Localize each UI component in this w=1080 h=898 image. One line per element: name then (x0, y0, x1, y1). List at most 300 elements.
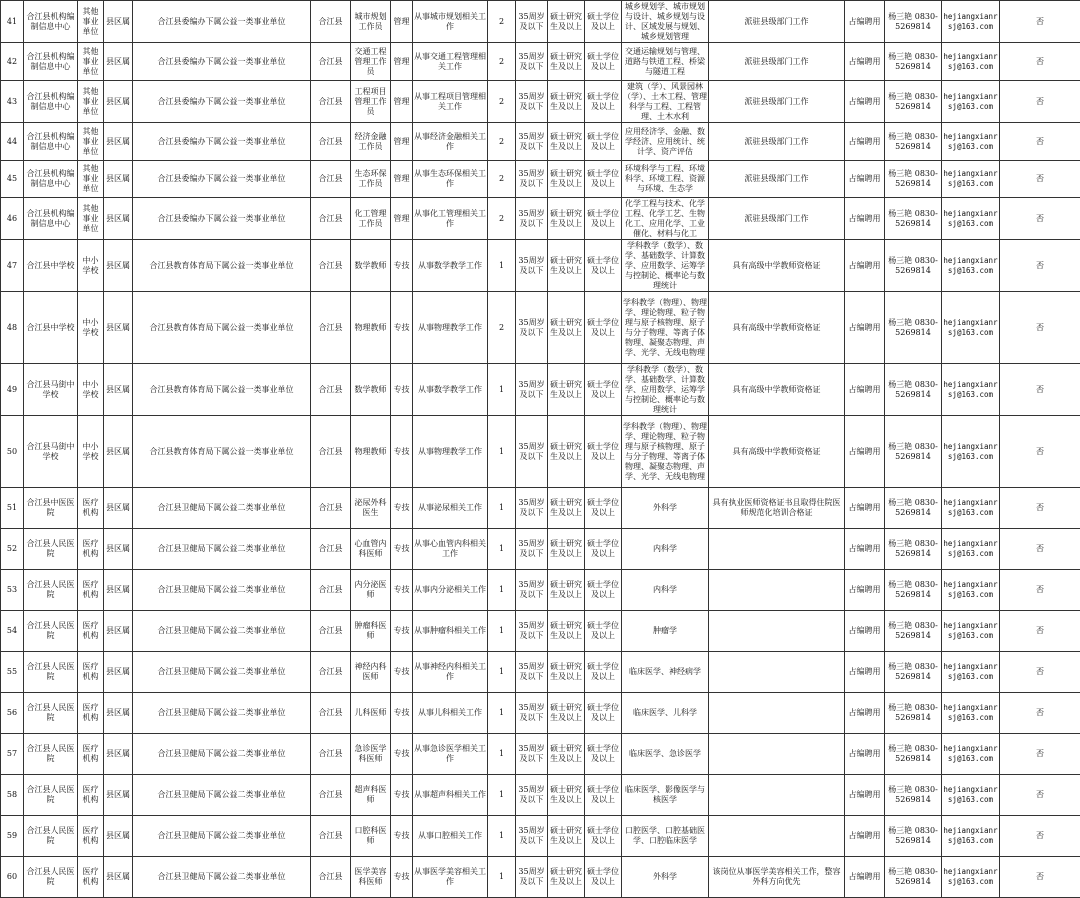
cell-email: hejiangxianrsj@163.com (942, 652, 1000, 693)
cell-edu: 硕士研究生及以上 (548, 43, 585, 81)
cell-major: 内科学 (622, 529, 709, 570)
cell-no: 52 (1, 529, 24, 570)
cell-org: 合江县机构编制信息中心 (24, 43, 78, 81)
cell-cat: 专技 (391, 775, 413, 816)
table-row (1, 611, 1080, 652)
cell-area: 合江县 (311, 652, 351, 693)
cell-major: 口腔医学、口腔基础医学、口腔临床医学 (622, 816, 709, 857)
cell-post: 急诊医学科医师 (351, 734, 391, 775)
cell-edu: 硕士研究生及以上 (548, 161, 585, 198)
cell-email: hejiangxianrsj@163.com (942, 198, 1000, 240)
cell-extra: 否 (1000, 652, 1080, 693)
cell-major: 外科学 (622, 488, 709, 529)
cell-edu: 硕士研究生及以上 (548, 1, 585, 43)
cell-contact: 杨三艳 0830-5269814 (885, 81, 942, 123)
cell-no: 51 (1, 488, 24, 529)
table-row (1, 529, 1080, 570)
cell-num: 1 (488, 775, 516, 816)
cell-cat: 专技 (391, 611, 413, 652)
cell-no: 43 (1, 81, 24, 123)
cell-age: 35周岁及以下 (516, 734, 548, 775)
cell-contact: 杨三艳 0830-5269814 (885, 364, 942, 416)
cell-email: hejiangxianrsj@163.com (942, 857, 1000, 898)
cell-form: 占编聘用 (845, 81, 885, 123)
cell-post: 医学美容科医师 (351, 857, 391, 898)
cell-form: 占编聘用 (845, 123, 885, 161)
cell-form: 占编聘用 (845, 570, 885, 611)
cell-level: 县区属 (104, 570, 133, 611)
cell-cat: 专技 (391, 488, 413, 529)
cell-age: 35周岁及以下 (516, 693, 548, 734)
cell-duty: 从事交通工程管理相关工作 (413, 43, 488, 81)
cell-no: 42 (1, 43, 24, 81)
cell-extra: 否 (1000, 857, 1080, 898)
cell-contact: 杨三艳 0830-5269814 (885, 123, 942, 161)
cell-level: 县区属 (104, 240, 133, 292)
cell-email: hejiangxianrsj@163.com (942, 240, 1000, 292)
cell-degree: 硕士学位及以上 (585, 364, 622, 416)
cell-edu: 硕士研究生及以上 (548, 857, 585, 898)
cell-edu: 硕士研究生及以上 (548, 81, 585, 123)
cell-no: 60 (1, 857, 24, 898)
cell-area: 合江县 (311, 240, 351, 292)
cell-post: 经济金融工作员 (351, 123, 391, 161)
cell-dept: 合江县卫健局下属公益二类事业单位 (133, 734, 311, 775)
cell-email: hejiangxianrsj@163.com (942, 816, 1000, 857)
cell-no: 49 (1, 364, 24, 416)
cell-type: 医疗机构 (78, 734, 104, 775)
cell-type: 其他事业单位 (78, 123, 104, 161)
cell-age: 35周岁及以下 (516, 43, 548, 81)
cell-contact: 杨三艳 0830-5269814 (885, 775, 942, 816)
table-row (1, 570, 1080, 611)
cell-age: 35周岁及以下 (516, 240, 548, 292)
cell-age: 35周岁及以下 (516, 857, 548, 898)
cell-type: 医疗机构 (78, 652, 104, 693)
cell-post: 工程项目管理工作员 (351, 81, 391, 123)
cell-extra: 否 (1000, 775, 1080, 816)
cell-degree: 硕士学位及以上 (585, 416, 622, 488)
cell-org: 合江县马街中学校 (24, 364, 78, 416)
table-row (1, 693, 1080, 734)
cell-org: 合江县机构编制信息中心 (24, 1, 78, 43)
cell-dept: 合江县卫健局下属公益二类事业单位 (133, 488, 311, 529)
cell-email: hejiangxianrsj@163.com (942, 734, 1000, 775)
cell-post: 肿瘤科医师 (351, 611, 391, 652)
cell-dept: 合江县卫健局下属公益二类事业单位 (133, 652, 311, 693)
cell-type: 其他事业单位 (78, 43, 104, 81)
cell-edu: 硕士研究生及以上 (548, 123, 585, 161)
cell-level: 县区属 (104, 611, 133, 652)
cell-dept: 合江县卫健局下属公益二类事业单位 (133, 611, 311, 652)
table-row (1, 734, 1080, 775)
cell-duty: 从事口腔相关工作 (413, 816, 488, 857)
cell-email: hejiangxianrsj@163.com (942, 488, 1000, 529)
cell-level: 县区属 (104, 816, 133, 857)
cell-contact: 杨三艳 0830-5269814 (885, 43, 942, 81)
cell-degree: 硕士学位及以上 (585, 775, 622, 816)
cell-contact: 杨三艳 0830-5269814 (885, 652, 942, 693)
cell-org: 合江县人民医院 (24, 816, 78, 857)
cell-email: hejiangxianrsj@163.com (942, 570, 1000, 611)
cell-cat: 专技 (391, 652, 413, 693)
cell-type: 其他事业单位 (78, 81, 104, 123)
cell-no: 57 (1, 734, 24, 775)
cell-degree: 硕士学位及以上 (585, 570, 622, 611)
cell-email: hejiangxianrsj@163.com (942, 292, 1000, 364)
cell-major: 环境科学与工程、环境科学、环境工程、资源与环境、生态学 (622, 161, 709, 198)
cell-form: 占编聘用 (845, 1, 885, 43)
cell-dept: 合江县委编办下属公益一类事业单位 (133, 198, 311, 240)
cell-num: 1 (488, 693, 516, 734)
cell-org: 合江县机构编制信息中心 (24, 161, 78, 198)
cell-degree: 硕士学位及以上 (585, 43, 622, 81)
cell-org: 合江县机构编制信息中心 (24, 123, 78, 161)
cell-other (709, 734, 845, 775)
cell-contact: 杨三艳 0830-5269814 (885, 816, 942, 857)
cell-edu: 硕士研究生及以上 (548, 198, 585, 240)
cell-org: 合江县人民医院 (24, 857, 78, 898)
table-row (1, 123, 1080, 161)
cell-extra: 否 (1000, 416, 1080, 488)
cell-major: 肿瘤学 (622, 611, 709, 652)
table-row (1, 292, 1080, 364)
cell-extra: 否 (1000, 161, 1080, 198)
cell-major: 城乡规划学、城市规划与设计、城乡规划与设计、区域发展与规划、城乡规划管理 (622, 1, 709, 43)
cell-dept: 合江县委编办下属公益一类事业单位 (133, 123, 311, 161)
cell-no: 48 (1, 292, 24, 364)
cell-cat: 专技 (391, 240, 413, 292)
cell-extra: 否 (1000, 123, 1080, 161)
cell-cat: 管理 (391, 81, 413, 123)
cell-extra: 否 (1000, 488, 1080, 529)
cell-major: 化学工程与技术、化学工程、化学工艺、生物化工、应用化学、工业催化、材料与化工 (622, 198, 709, 240)
cell-no: 46 (1, 198, 24, 240)
cell-email: hejiangxianrsj@163.com (942, 775, 1000, 816)
cell-level: 县区属 (104, 775, 133, 816)
cell-post: 交通工程管理工作员 (351, 43, 391, 81)
cell-no: 59 (1, 816, 24, 857)
table-row (1, 364, 1080, 416)
cell-cat: 专技 (391, 416, 413, 488)
cell-form: 占编聘用 (845, 693, 885, 734)
cell-num: 1 (488, 570, 516, 611)
cell-age: 35周岁及以下 (516, 570, 548, 611)
cell-other: 派驻县级部门工作 (709, 43, 845, 81)
cell-cat: 管理 (391, 1, 413, 43)
cell-degree: 硕士学位及以上 (585, 611, 622, 652)
cell-post: 数学教师 (351, 364, 391, 416)
cell-major: 临床医学、神经病学 (622, 652, 709, 693)
cell-num: 1 (488, 611, 516, 652)
cell-area: 合江县 (311, 488, 351, 529)
cell-dept: 合江县卫健局下属公益二类事业单位 (133, 693, 311, 734)
cell-extra: 否 (1000, 611, 1080, 652)
cell-email: hejiangxianrsj@163.com (942, 611, 1000, 652)
cell-contact: 杨三艳 0830-5269814 (885, 161, 942, 198)
cell-type: 其他事业单位 (78, 161, 104, 198)
cell-area: 合江县 (311, 857, 351, 898)
cell-num: 1 (488, 734, 516, 775)
cell-email: hejiangxianrsj@163.com (942, 81, 1000, 123)
cell-cat: 管理 (391, 198, 413, 240)
cell-area: 合江县 (311, 43, 351, 81)
cell-post: 超声科医师 (351, 775, 391, 816)
cell-org: 合江县马街中学校 (24, 416, 78, 488)
cell-degree: 硕士学位及以上 (585, 1, 622, 43)
cell-age: 35周岁及以下 (516, 364, 548, 416)
cell-extra: 否 (1000, 570, 1080, 611)
cell-org: 合江县中医医院 (24, 488, 78, 529)
cell-contact: 杨三艳 0830-5269814 (885, 611, 942, 652)
cell-contact: 杨三艳 0830-5269814 (885, 416, 942, 488)
cell-degree: 硕士学位及以上 (585, 292, 622, 364)
cell-area: 合江县 (311, 198, 351, 240)
cell-major: 交通运输规划与管理、道路与铁道工程、桥梁与隧道工程 (622, 43, 709, 81)
cell-post: 城市规划工作员 (351, 1, 391, 43)
cell-age: 35周岁及以下 (516, 198, 548, 240)
cell-major: 应用经济学、金融、数学经济、应用统计、统计学、资产评估 (622, 123, 709, 161)
cell-duty: 从事内分泌相关工作 (413, 570, 488, 611)
cell-duty: 从事神经内科相关工作 (413, 652, 488, 693)
cell-duty: 从事心血管内科相关工作 (413, 529, 488, 570)
table-row (1, 43, 1080, 81)
table-row (1, 652, 1080, 693)
cell-level: 县区属 (104, 81, 133, 123)
cell-no: 54 (1, 611, 24, 652)
cell-edu: 硕士研究生及以上 (548, 529, 585, 570)
cell-form: 占编聘用 (845, 161, 885, 198)
cell-level: 县区属 (104, 652, 133, 693)
cell-duty: 从事急诊医学相关工作 (413, 734, 488, 775)
cell-type: 医疗机构 (78, 488, 104, 529)
cell-type: 中小学校 (78, 364, 104, 416)
cell-form: 占编聘用 (845, 416, 885, 488)
cell-form: 占编聘用 (845, 857, 885, 898)
cell-dept: 合江县委编办下属公益一类事业单位 (133, 161, 311, 198)
cell-contact: 杨三艳 0830-5269814 (885, 1, 942, 43)
cell-extra: 否 (1000, 43, 1080, 81)
cell-org: 合江县人民医院 (24, 570, 78, 611)
cell-email: hejiangxianrsj@163.com (942, 123, 1000, 161)
cell-email: hejiangxianrsj@163.com (942, 364, 1000, 416)
cell-age: 35周岁及以下 (516, 652, 548, 693)
cell-degree: 硕士学位及以上 (585, 123, 622, 161)
cell-degree: 硕士学位及以上 (585, 198, 622, 240)
cell-degree: 硕士学位及以上 (585, 529, 622, 570)
cell-type: 医疗机构 (78, 857, 104, 898)
cell-type: 中小学校 (78, 240, 104, 292)
cell-age: 35周岁及以下 (516, 416, 548, 488)
table-row (1, 775, 1080, 816)
cell-area: 合江县 (311, 123, 351, 161)
cell-cat: 专技 (391, 857, 413, 898)
cell-duty: 从事物理教学工作 (413, 416, 488, 488)
cell-other (709, 611, 845, 652)
cell-form: 占编聘用 (845, 488, 885, 529)
cell-no: 55 (1, 652, 24, 693)
cell-dept: 合江县教育体育局下属公益一类事业单位 (133, 364, 311, 416)
table-row (1, 240, 1080, 292)
cell-age: 35周岁及以下 (516, 611, 548, 652)
cell-edu: 硕士研究生及以上 (548, 416, 585, 488)
cell-form: 占编聘用 (845, 529, 885, 570)
cell-degree: 硕士学位及以上 (585, 240, 622, 292)
cell-contact: 杨三艳 0830-5269814 (885, 529, 942, 570)
cell-dept: 合江县教育体育局下属公益一类事业单位 (133, 416, 311, 488)
cell-post: 心血管内科医师 (351, 529, 391, 570)
cell-degree: 硕士学位及以上 (585, 693, 622, 734)
cell-contact: 杨三艳 0830-5269814 (885, 693, 942, 734)
cell-edu: 硕士研究生及以上 (548, 734, 585, 775)
cell-degree: 硕士学位及以上 (585, 857, 622, 898)
cell-num: 2 (488, 123, 516, 161)
cell-edu: 硕士研究生及以上 (548, 652, 585, 693)
cell-cat: 专技 (391, 364, 413, 416)
cell-org: 合江县人民医院 (24, 652, 78, 693)
cell-edu: 硕士研究生及以上 (548, 240, 585, 292)
table-body (1, 1, 1080, 898)
cell-form: 占编聘用 (845, 652, 885, 693)
cell-dept: 合江县委编办下属公益一类事业单位 (133, 43, 311, 81)
cell-duty: 从事泌尿相关工作 (413, 488, 488, 529)
cell-area: 合江县 (311, 693, 351, 734)
cell-form: 占编聘用 (845, 734, 885, 775)
cell-contact: 杨三艳 0830-5269814 (885, 240, 942, 292)
cell-major: 建筑（学）、风景园林（学）、土木工程、管理科学与工程、工程管理、土木水利 (622, 81, 709, 123)
cell-age: 35周岁及以下 (516, 161, 548, 198)
cell-post: 儿科医师 (351, 693, 391, 734)
cell-post: 泌尿外科医生 (351, 488, 391, 529)
cell-duty: 从事化工管理相关工作 (413, 198, 488, 240)
cell-degree: 硕士学位及以上 (585, 81, 622, 123)
cell-num: 1 (488, 488, 516, 529)
cell-post: 神经内科医师 (351, 652, 391, 693)
cell-dept: 合江县委编办下属公益一类事业单位 (133, 1, 311, 43)
cell-contact: 杨三艳 0830-5269814 (885, 292, 942, 364)
table-row (1, 488, 1080, 529)
cell-edu: 硕士研究生及以上 (548, 693, 585, 734)
table-row (1, 1, 1080, 43)
cell-contact: 杨三艳 0830-5269814 (885, 198, 942, 240)
cell-age: 35周岁及以下 (516, 123, 548, 161)
cell-duty: 从事医学美容相关工作 (413, 857, 488, 898)
cell-level: 县区属 (104, 693, 133, 734)
cell-level: 县区属 (104, 734, 133, 775)
cell-form: 占编聘用 (845, 816, 885, 857)
cell-type: 中小学校 (78, 292, 104, 364)
cell-contact: 杨三艳 0830-5269814 (885, 488, 942, 529)
cell-num: 2 (488, 81, 516, 123)
cell-type: 医疗机构 (78, 775, 104, 816)
table-row (1, 161, 1080, 198)
cell-age: 35周岁及以下 (516, 775, 548, 816)
cell-age: 35周岁及以下 (516, 81, 548, 123)
cell-num: 2 (488, 292, 516, 364)
cell-area: 合江县 (311, 81, 351, 123)
cell-extra: 否 (1000, 292, 1080, 364)
table-row (1, 416, 1080, 488)
cell-extra: 否 (1000, 529, 1080, 570)
cell-no: 56 (1, 693, 24, 734)
cell-post: 生态环保工作员 (351, 161, 391, 198)
cell-form: 占编聘用 (845, 611, 885, 652)
cell-edu: 硕士研究生及以上 (548, 611, 585, 652)
cell-age: 35周岁及以下 (516, 816, 548, 857)
cell-post: 物理教师 (351, 416, 391, 488)
cell-other (709, 529, 845, 570)
cell-post: 物理教师 (351, 292, 391, 364)
cell-duty: 从事肿瘤科相关工作 (413, 611, 488, 652)
cell-other (709, 570, 845, 611)
cell-cat: 专技 (391, 529, 413, 570)
cell-age: 35周岁及以下 (516, 292, 548, 364)
cell-num: 1 (488, 529, 516, 570)
cell-degree: 硕士学位及以上 (585, 734, 622, 775)
cell-extra: 否 (1000, 734, 1080, 775)
cell-area: 合江县 (311, 161, 351, 198)
cell-num: 1 (488, 416, 516, 488)
cell-cat: 专技 (391, 816, 413, 857)
cell-num: 1 (488, 240, 516, 292)
cell-duty: 从事物理教学工作 (413, 292, 488, 364)
cell-level: 县区属 (104, 857, 133, 898)
cell-cat: 专技 (391, 734, 413, 775)
cell-extra: 否 (1000, 240, 1080, 292)
cell-no: 58 (1, 775, 24, 816)
cell-num: 2 (488, 43, 516, 81)
cell-no: 45 (1, 161, 24, 198)
cell-extra: 否 (1000, 693, 1080, 734)
cell-cat: 管理 (391, 123, 413, 161)
table-row (1, 816, 1080, 857)
cell-org: 合江县机构编制信息中心 (24, 81, 78, 123)
cell-other: 派驻县级部门工作 (709, 81, 845, 123)
cell-extra: 否 (1000, 81, 1080, 123)
cell-other: 具有高级中学教师资格证 (709, 416, 845, 488)
table-row (1, 198, 1080, 240)
cell-edu: 硕士研究生及以上 (548, 816, 585, 857)
cell-dept: 合江县委编办下属公益一类事业单位 (133, 81, 311, 123)
cell-age: 35周岁及以下 (516, 529, 548, 570)
cell-major: 临床医学、影像医学与核医学 (622, 775, 709, 816)
cell-duty: 从事儿科相关工作 (413, 693, 488, 734)
cell-major: 临床医学、急诊医学 (622, 734, 709, 775)
cell-org: 合江县机构编制信息中心 (24, 198, 78, 240)
cell-num: 2 (488, 1, 516, 43)
cell-major: 学科教学（数学）、数学、基础数学、计算数学、应用数学、运筹学与控制论、概率论与数理统计 (622, 364, 709, 416)
cell-area: 合江县 (311, 611, 351, 652)
cell-duty: 从事数学教学工作 (413, 364, 488, 416)
cell-extra: 否 (1000, 364, 1080, 416)
cell-form: 占编聘用 (845, 43, 885, 81)
cell-type: 其他事业单位 (78, 1, 104, 43)
cell-post: 数学教师 (351, 240, 391, 292)
cell-no: 53 (1, 570, 24, 611)
cell-cat: 专技 (391, 570, 413, 611)
cell-num: 1 (488, 652, 516, 693)
cell-org: 合江县中学校 (24, 292, 78, 364)
cell-org: 合江县人民医院 (24, 775, 78, 816)
cell-num: 1 (488, 857, 516, 898)
cell-post: 口腔科医师 (351, 816, 391, 857)
cell-dept: 合江县卫健局下属公益二类事业单位 (133, 529, 311, 570)
cell-other: 派驻县级部门工作 (709, 161, 845, 198)
cell-email: hejiangxianrsj@163.com (942, 416, 1000, 488)
cell-type: 其他事业单位 (78, 198, 104, 240)
cell-degree: 硕士学位及以上 (585, 652, 622, 693)
cell-num: 2 (488, 161, 516, 198)
